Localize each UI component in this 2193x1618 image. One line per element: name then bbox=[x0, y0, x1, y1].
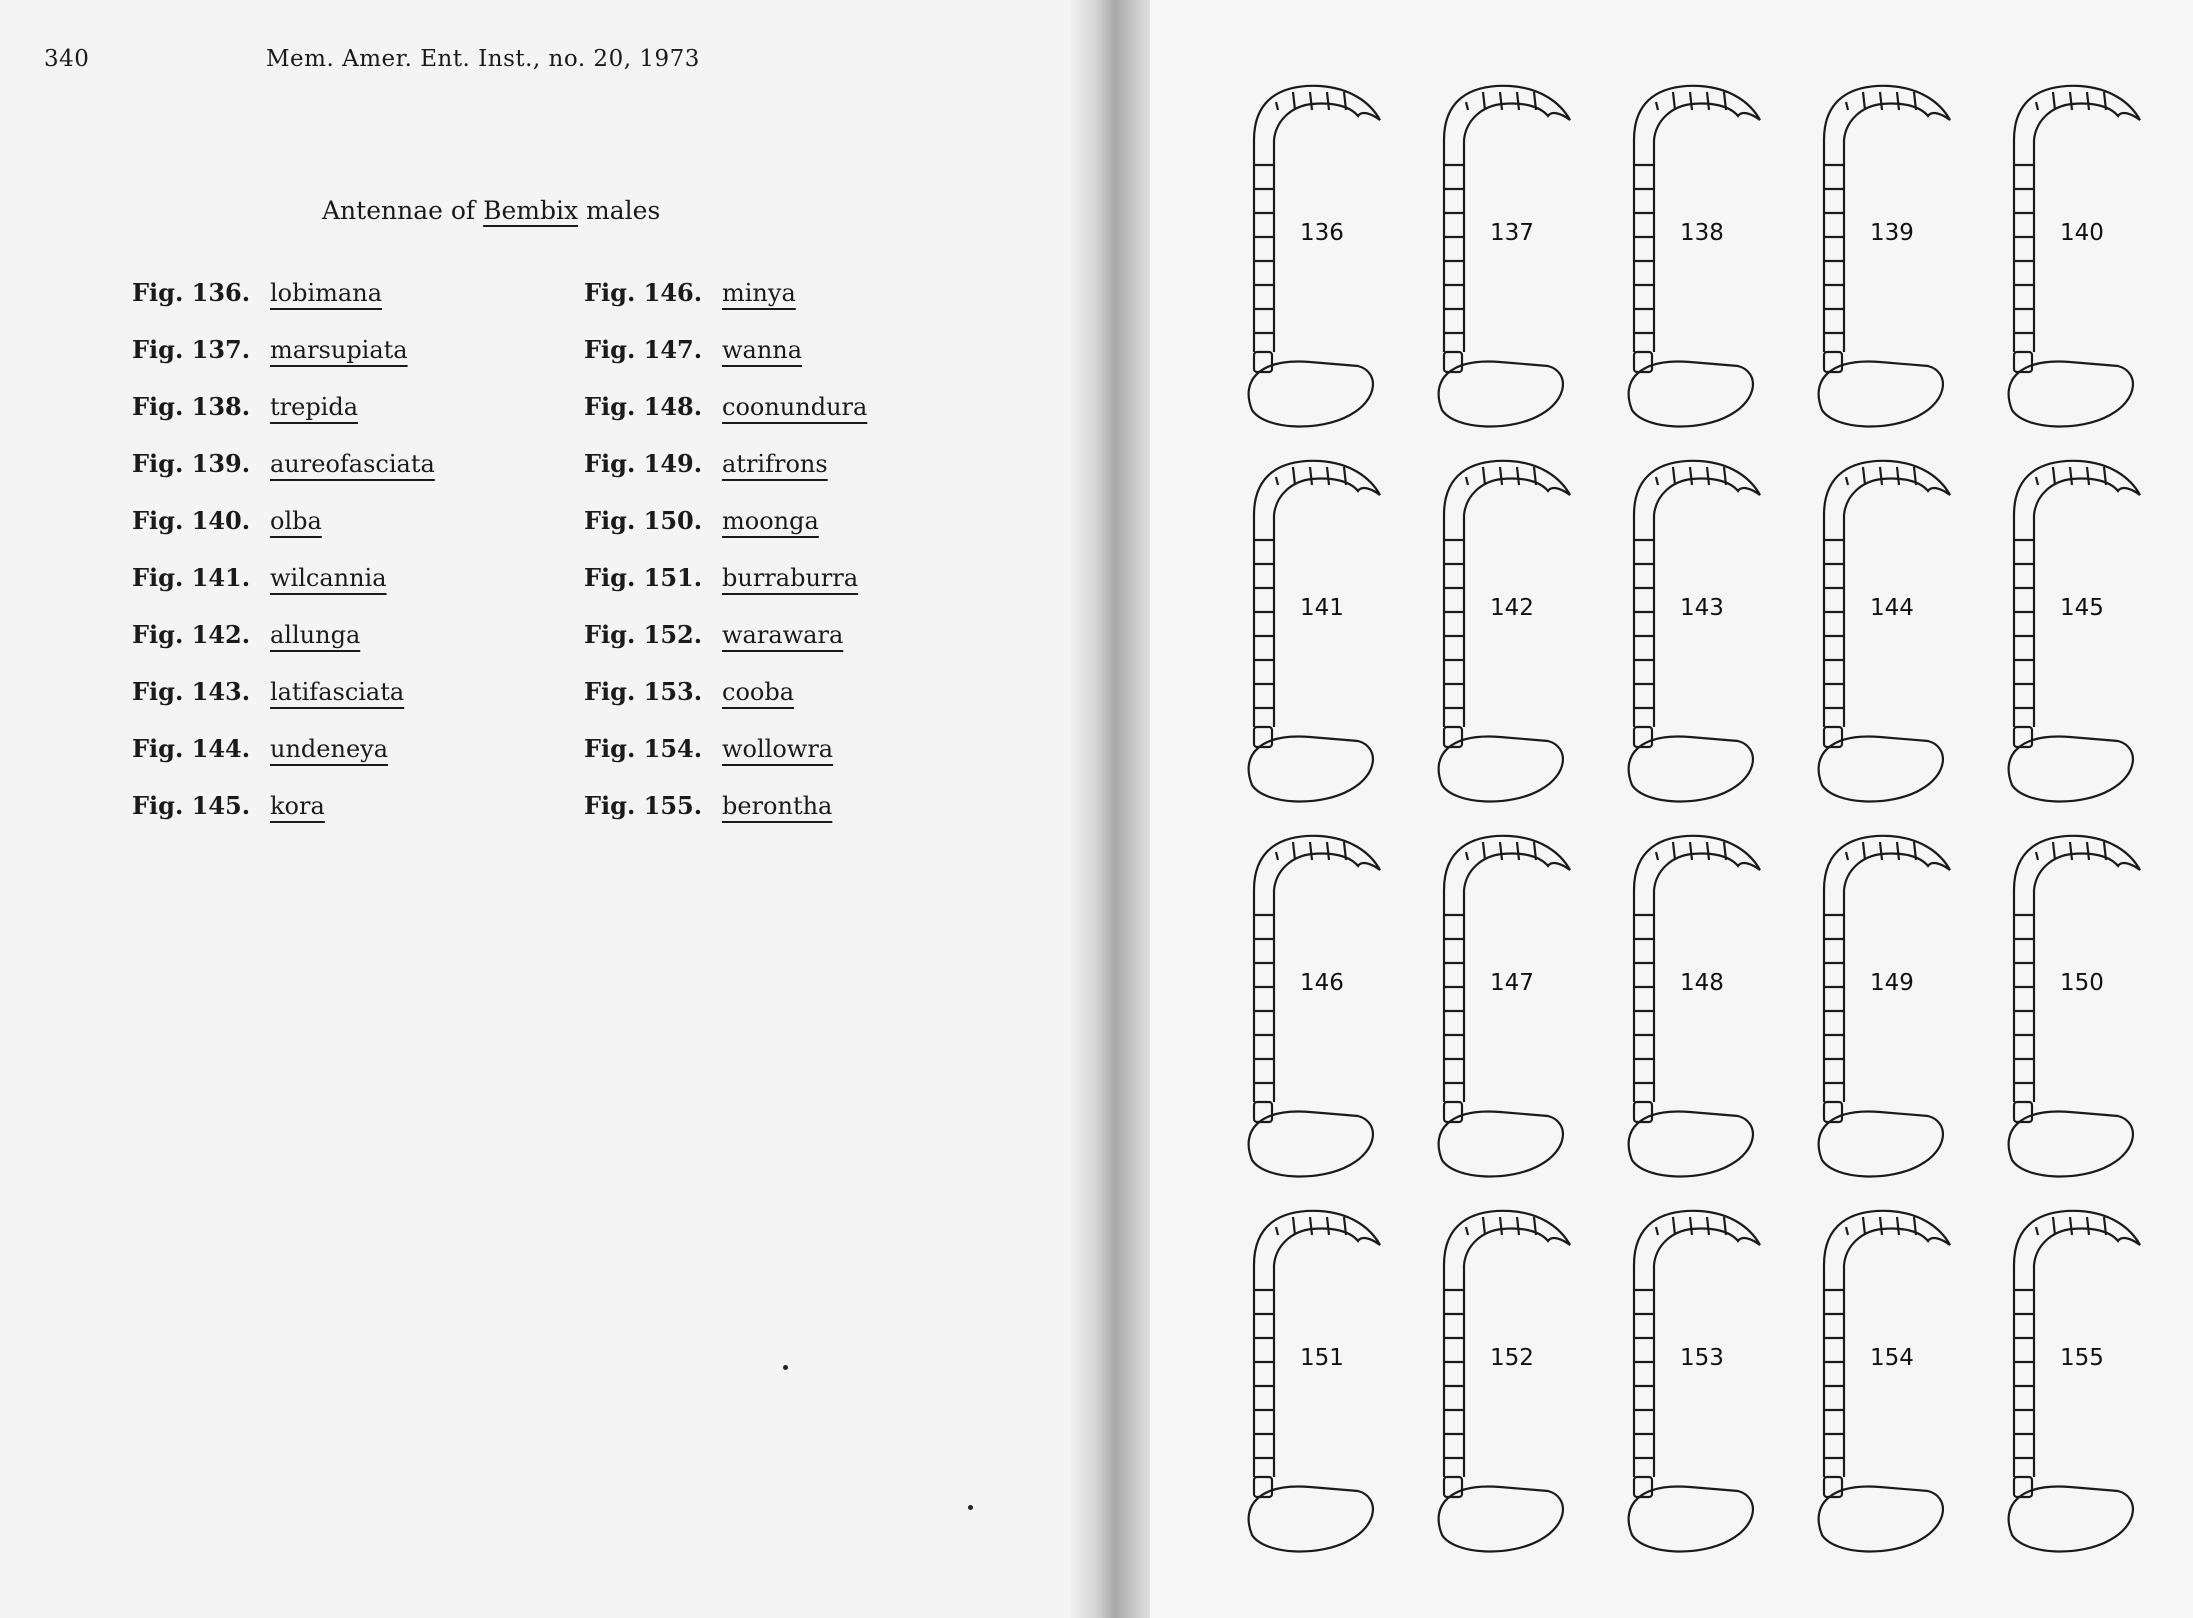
apical-segment bbox=[1673, 467, 1675, 485]
species-name: coonundura bbox=[722, 393, 868, 421]
apical-segment bbox=[1327, 1217, 1329, 1235]
antenna-flagellum bbox=[2014, 140, 2034, 352]
antenna-flagellum bbox=[1824, 890, 1844, 1102]
antenna-flagellum bbox=[1634, 890, 1654, 1102]
antenna-apex bbox=[1824, 1211, 1950, 1265]
apical-segment bbox=[1466, 477, 1468, 485]
antenna-figure bbox=[1439, 86, 1570, 427]
apical-segment bbox=[1483, 92, 1485, 110]
apical-segment bbox=[2036, 1227, 2038, 1235]
apical-segment bbox=[1293, 842, 1295, 860]
section-title bbox=[322, 196, 660, 225]
apical-segment bbox=[1293, 92, 1295, 110]
apical-segment bbox=[1517, 842, 1519, 860]
antenna-apex bbox=[2014, 86, 2140, 140]
apical-segment bbox=[1846, 102, 1848, 110]
species-name: moonga bbox=[722, 507, 819, 535]
apical-segment bbox=[1500, 92, 1502, 110]
apical-segment bbox=[1897, 92, 1899, 110]
figure-number: 146 bbox=[1300, 970, 1344, 996]
apical-segment bbox=[1293, 1217, 1295, 1235]
figure-number: 137 bbox=[1490, 220, 1534, 246]
antennae-plate bbox=[1220, 70, 2160, 1580]
figure-number: 155 bbox=[2060, 1345, 2104, 1371]
title-suffix: males bbox=[578, 196, 661, 225]
antenna-apex bbox=[2014, 461, 2140, 515]
antenna-flagellum bbox=[2014, 515, 2034, 727]
species-name: warawara bbox=[722, 621, 844, 649]
figure-number: 141 bbox=[1300, 595, 1344, 621]
apical-segment bbox=[2036, 477, 2038, 485]
apical-segment bbox=[1500, 467, 1502, 485]
figure-number: 149 bbox=[1870, 970, 1914, 996]
antenna-figure bbox=[1439, 461, 1570, 802]
apical-segment bbox=[1690, 842, 1692, 860]
print-speck bbox=[783, 1365, 788, 1370]
fig-label: Fig. 139. bbox=[132, 449, 251, 478]
fig-label: Fig. 138. bbox=[132, 392, 251, 421]
species-name: burraburra bbox=[722, 564, 859, 592]
antenna-figure bbox=[1249, 461, 1380, 802]
apical-segment bbox=[1846, 1227, 1848, 1235]
legend-item bbox=[584, 791, 984, 848]
figure-number: 139 bbox=[1870, 220, 1914, 246]
legend-item bbox=[584, 335, 984, 392]
apical-segment bbox=[1673, 92, 1675, 110]
apical-segment bbox=[1863, 1217, 1865, 1235]
antenna-figure bbox=[1819, 1211, 1950, 1552]
apical-segment bbox=[1327, 467, 1329, 485]
figure-number: 151 bbox=[1300, 1345, 1344, 1371]
apical-segment bbox=[1310, 92, 1312, 110]
apical-segment bbox=[1863, 842, 1865, 860]
species-name: lobimana bbox=[270, 279, 382, 307]
fig-label: Fig. 145. bbox=[132, 791, 251, 820]
fig-label: Fig. 152. bbox=[584, 620, 703, 649]
antenna-apex bbox=[1444, 86, 1570, 140]
apical-segment bbox=[1707, 92, 1709, 110]
antenna-apex bbox=[1444, 836, 1570, 890]
species-name: berontha bbox=[722, 792, 833, 820]
fig-label: Fig. 150. bbox=[584, 506, 703, 535]
antenna-flagellum bbox=[1254, 1265, 1274, 1477]
title-genus: Bembix bbox=[483, 196, 579, 225]
legend-item bbox=[584, 620, 984, 677]
apical-segment bbox=[2070, 92, 2072, 110]
antenna-apex bbox=[1254, 836, 1380, 890]
apical-segment bbox=[1863, 92, 1865, 110]
antenna-flagellum bbox=[1444, 140, 1464, 352]
antenna-figure bbox=[1249, 86, 1380, 427]
fig-label: Fig. 140. bbox=[132, 506, 251, 535]
species-name: wollowra bbox=[722, 735, 834, 763]
apical-segment bbox=[1517, 92, 1519, 110]
fig-label: Fig. 147. bbox=[584, 335, 703, 364]
antenna-figure bbox=[2009, 86, 2140, 427]
legend-item bbox=[132, 791, 532, 848]
running-head: Mem. Amer. Ent. Inst., no. 20, 1973 bbox=[266, 46, 700, 72]
species-name: allunga bbox=[270, 621, 361, 649]
apical-segment bbox=[1466, 852, 1468, 860]
legend-item bbox=[584, 506, 984, 563]
antenna-apex bbox=[1634, 461, 1760, 515]
apical-segment bbox=[1276, 477, 1278, 485]
species-name: kora bbox=[270, 792, 325, 820]
figure-number: 142 bbox=[1490, 595, 1534, 621]
figure-number: 152 bbox=[1490, 1345, 1534, 1371]
book-gutter bbox=[1070, 0, 1160, 1618]
antenna-figure bbox=[1249, 1211, 1380, 1552]
legend-item bbox=[132, 449, 532, 506]
antenna-flagellum bbox=[2014, 1265, 2034, 1477]
antenna-flagellum bbox=[1824, 140, 1844, 352]
species-name: wilcannia bbox=[270, 564, 387, 592]
figure-legend-left bbox=[132, 278, 532, 848]
species-name: latifasciata bbox=[270, 678, 405, 706]
antenna-figure bbox=[2009, 836, 2140, 1177]
apical-segment bbox=[1673, 842, 1675, 860]
apical-segment bbox=[1880, 92, 1882, 110]
apical-segment bbox=[1880, 842, 1882, 860]
antenna-flagellum bbox=[1254, 890, 1274, 1102]
apical-segment bbox=[1517, 1217, 1519, 1235]
legend-item bbox=[132, 392, 532, 449]
apical-segment bbox=[2053, 1217, 2055, 1235]
antenna-apex bbox=[1444, 461, 1570, 515]
fig-label: Fig. 148. bbox=[584, 392, 703, 421]
species-name: olba bbox=[270, 507, 322, 535]
apical-segment bbox=[2053, 467, 2055, 485]
antenna-apex bbox=[1824, 86, 1950, 140]
figure-number: 143 bbox=[1680, 595, 1724, 621]
apical-segment bbox=[1880, 1217, 1882, 1235]
antenna-apex bbox=[1254, 1211, 1380, 1265]
antenna-flagellum bbox=[1634, 515, 1654, 727]
apical-segment bbox=[2036, 852, 2038, 860]
antenna-flagellum bbox=[1824, 1265, 1844, 1477]
fig-label: Fig. 144. bbox=[132, 734, 251, 763]
species-name: wanna bbox=[722, 336, 803, 364]
species-name: marsupiata bbox=[270, 336, 408, 364]
antenna-apex bbox=[2014, 1211, 2140, 1265]
apical-segment bbox=[1276, 102, 1278, 110]
antenna-figure bbox=[1629, 836, 1760, 1177]
antenna-flagellum bbox=[1824, 515, 1844, 727]
antenna-flagellum bbox=[1634, 1265, 1654, 1477]
antenna-figure bbox=[1819, 461, 1950, 802]
apical-segment bbox=[1276, 1227, 1278, 1235]
legend-item bbox=[132, 506, 532, 563]
legend-item bbox=[132, 677, 532, 734]
figure-number: 154 bbox=[1870, 1345, 1914, 1371]
apical-segment bbox=[1690, 92, 1692, 110]
apical-segment bbox=[1656, 852, 1658, 860]
antenna-apex bbox=[1444, 1211, 1570, 1265]
antenna-apex bbox=[1254, 86, 1380, 140]
apical-segment bbox=[1673, 1217, 1675, 1235]
antenna-apex bbox=[1824, 836, 1950, 890]
species-name: undeneya bbox=[270, 735, 389, 763]
fig-label: Fig. 146. bbox=[584, 278, 703, 307]
apical-segment bbox=[1310, 842, 1312, 860]
legend-item bbox=[132, 734, 532, 791]
figure-number: 147 bbox=[1490, 970, 1534, 996]
apical-segment bbox=[1846, 477, 1848, 485]
legend-item bbox=[584, 449, 984, 506]
apical-segment bbox=[1310, 1217, 1312, 1235]
apical-segment bbox=[1466, 1227, 1468, 1235]
apical-segment bbox=[2070, 1217, 2072, 1235]
legend-item bbox=[132, 335, 532, 392]
apical-segment bbox=[1656, 477, 1658, 485]
antenna-figure bbox=[1629, 1211, 1760, 1552]
apical-segment bbox=[2087, 1217, 2089, 1235]
figure-number: 140 bbox=[2060, 220, 2104, 246]
antennae-illustrations bbox=[1220, 70, 2160, 1580]
species-name: aureofasciata bbox=[270, 450, 435, 478]
antenna-apex bbox=[2014, 836, 2140, 890]
figure-number: 144 bbox=[1870, 595, 1914, 621]
apical-segment bbox=[2070, 842, 2072, 860]
antenna-figure bbox=[1439, 836, 1570, 1177]
left-page bbox=[0, 0, 1090, 1618]
antenna-apex bbox=[1254, 461, 1380, 515]
apical-segment bbox=[1517, 467, 1519, 485]
antenna-figure bbox=[1819, 86, 1950, 427]
apical-segment bbox=[1897, 467, 1899, 485]
apical-segment bbox=[1690, 1217, 1692, 1235]
antenna-apex bbox=[1634, 86, 1760, 140]
species-name: minya bbox=[722, 279, 796, 307]
figure-number: 136 bbox=[1300, 220, 1344, 246]
print-speck bbox=[968, 1505, 973, 1510]
apical-segment bbox=[1707, 842, 1709, 860]
apical-segment bbox=[1897, 842, 1899, 860]
figure-number: 150 bbox=[2060, 970, 2104, 996]
fig-label: Fig. 153. bbox=[584, 677, 703, 706]
apical-segment bbox=[2087, 467, 2089, 485]
antenna-figure bbox=[1629, 461, 1760, 802]
antenna-figure bbox=[1629, 86, 1760, 427]
fig-label: Fig. 137. bbox=[132, 335, 251, 364]
fig-label: Fig. 151. bbox=[584, 563, 703, 592]
fig-label: Fig. 136. bbox=[132, 278, 251, 307]
antenna-flagellum bbox=[1444, 890, 1464, 1102]
apical-segment bbox=[1500, 842, 1502, 860]
antenna-apex bbox=[1824, 461, 1950, 515]
apical-segment bbox=[1293, 467, 1295, 485]
legend-item bbox=[584, 677, 984, 734]
figure-number: 153 bbox=[1680, 1345, 1724, 1371]
species-name: atrifrons bbox=[722, 450, 828, 478]
antenna-flagellum bbox=[1254, 140, 1274, 352]
antenna-flagellum bbox=[1444, 515, 1464, 727]
fig-label: Fig. 141. bbox=[132, 563, 251, 592]
legend-item bbox=[132, 563, 532, 620]
apical-segment bbox=[1707, 1217, 1709, 1235]
legend-item bbox=[584, 392, 984, 449]
figure-legend-right bbox=[584, 278, 984, 848]
apical-segment bbox=[1466, 102, 1468, 110]
apical-segment bbox=[1656, 1227, 1658, 1235]
fig-label: Fig. 142. bbox=[132, 620, 251, 649]
apical-segment bbox=[1897, 1217, 1899, 1235]
apical-segment bbox=[2053, 842, 2055, 860]
apical-segment bbox=[1276, 852, 1278, 860]
title-prefix: Antennae of bbox=[322, 196, 484, 225]
antenna-flagellum bbox=[1634, 140, 1654, 352]
apical-segment bbox=[2070, 467, 2072, 485]
legend-item bbox=[132, 620, 532, 677]
apical-segment bbox=[2087, 842, 2089, 860]
fig-label: Fig. 149. bbox=[584, 449, 703, 478]
fig-label: Fig. 154. bbox=[584, 734, 703, 763]
legend-item bbox=[584, 278, 984, 335]
apical-segment bbox=[2036, 102, 2038, 110]
apical-segment bbox=[1310, 467, 1312, 485]
species-name: trepida bbox=[270, 393, 359, 421]
apical-segment bbox=[1656, 102, 1658, 110]
fig-label: Fig. 143. bbox=[132, 677, 251, 706]
apical-segment bbox=[1327, 842, 1329, 860]
fig-label: Fig. 155. bbox=[584, 791, 703, 820]
figure-number: 145 bbox=[2060, 595, 2104, 621]
antenna-apex bbox=[1634, 1211, 1760, 1265]
antenna-figure bbox=[1819, 836, 1950, 1177]
antenna-apex bbox=[1634, 836, 1760, 890]
antenna-figure bbox=[1439, 1211, 1570, 1552]
apical-segment bbox=[2087, 92, 2089, 110]
antenna-flagellum bbox=[1444, 1265, 1464, 1477]
antenna-figure bbox=[2009, 1211, 2140, 1552]
apical-segment bbox=[1690, 467, 1692, 485]
page-number: 340 bbox=[44, 46, 90, 72]
apical-segment bbox=[1500, 1217, 1502, 1235]
legend-item bbox=[132, 278, 532, 335]
apical-segment bbox=[1483, 1217, 1485, 1235]
apical-segment bbox=[1846, 852, 1848, 860]
figure-number: 148 bbox=[1680, 970, 1724, 996]
antenna-flagellum bbox=[2014, 890, 2034, 1102]
antenna-flagellum bbox=[1254, 515, 1274, 727]
apical-segment bbox=[2053, 92, 2055, 110]
apical-segment bbox=[1880, 467, 1882, 485]
legend-item bbox=[584, 563, 984, 620]
species-name: cooba bbox=[722, 678, 795, 706]
apical-segment bbox=[1863, 467, 1865, 485]
apical-segment bbox=[1327, 92, 1329, 110]
apical-segment bbox=[1483, 842, 1485, 860]
figure-number: 138 bbox=[1680, 220, 1724, 246]
legend-item bbox=[584, 734, 984, 791]
apical-segment bbox=[1483, 467, 1485, 485]
antenna-figure bbox=[2009, 461, 2140, 802]
antenna-figure bbox=[1249, 836, 1380, 1177]
apical-segment bbox=[1707, 467, 1709, 485]
